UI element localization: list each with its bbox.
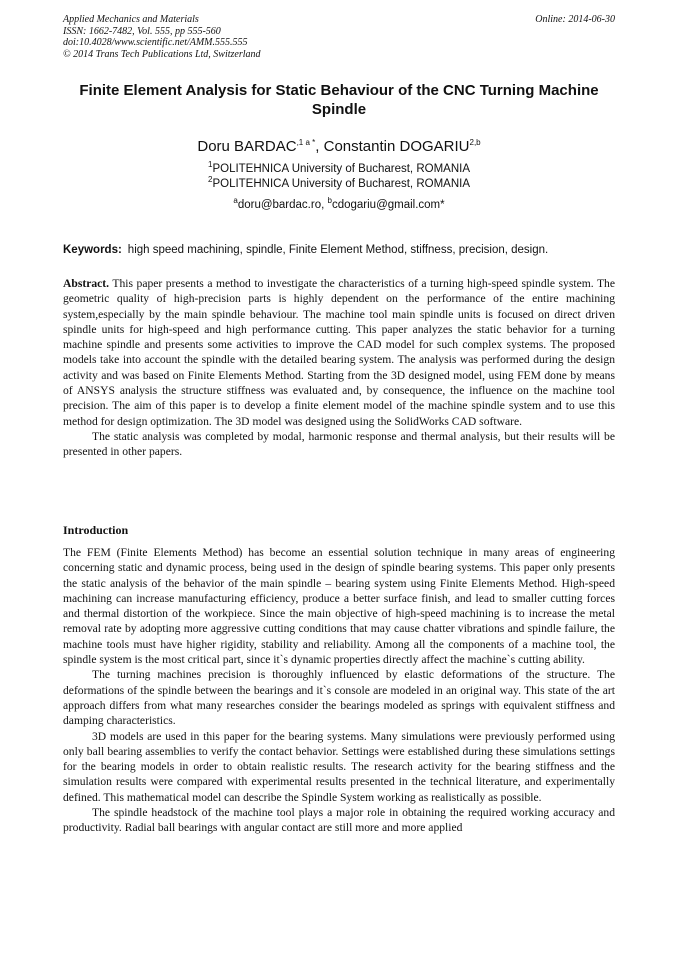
- copyright-line: © 2014 Trans Tech Publications Ltd, Switzerland: [63, 48, 261, 60]
- author-1-name: Doru BARDAC: [197, 138, 297, 155]
- introduction-heading: Introduction: [63, 523, 129, 537]
- keywords-text: high speed machining, spindle, Finite Element Method, stiffness, precision, design.: [127, 244, 549, 256]
- abstract-section: [63, 276, 615, 460]
- doi-line: doi:10.4028/www.scientific.net/AMM.555.555: [63, 37, 248, 48]
- email-1: doru@bardac.ro,: [237, 199, 328, 211]
- paper-title: Finite Element Analysis for Static Behaviour of the CNC Turning Machine Spindle: [79, 82, 599, 118]
- intro-paragraph: 3D models are used in this paper for the bearing systems. Many simulations were previously performed using only ball bearing assemblies to verify the contact behavior. Settings were established during these simulations settings for the bearing models in order to obtain realistic results. The research activity for the bearing stiffness and the simulation results were compared with experimental results presented in the technical literature, and experimentally defined. This mathematical model can describe the Spindle System working as realistically as possible.: [63, 729, 615, 804]
- affiliation-2: $^2$POLITEHNICA University of Bucharest, ROMANIA: [208, 174, 470, 190]
- intro-paragraph: The turning machines precision is thoroughly influenced by elastic deformations of the structure. The deformations of the spindle between the bearings and it`s console are modeled in an original way. This state of the art approach differs from what many researches consider the bearings modeled as springs with equivalent stiffness and damping characteristics.: [63, 668, 615, 728]
- keywords-label: Keywords:: [63, 244, 122, 256]
- author-line: [63, 137, 615, 156]
- abstract-label: Abstract.: [63, 277, 110, 290]
- journal-name: Applied Mechanics and Materials: [63, 14, 199, 25]
- email-2: cdogariu@gmail.com*: [331, 199, 445, 211]
- affiliations: [63, 162, 615, 191]
- affiliation-1: $^1$POLITEHNICA University of Bucharest, ROMANIA: [208, 160, 470, 175]
- keywords: [63, 243, 615, 257]
- author-separator: ,: [315, 138, 324, 155]
- intro-paragraph: The spindle headstock of the machine tool plays a major role in obtaining the required working accuracy and productivity. Radial ball bearings with angular contact are still more and more applied: [63, 806, 615, 835]
- intro-paragraph: The FEM (Finite Elements Method) has become an essential solution technique in many areas of engineering concerning static and dynamic process, being used in the design of spindle bearing systems. This paper only presents the static analysis of the behavior of the main spindle – bearing system using Finite Elements Method. High-speed machining can increase manufacturing efficiency, produce a better surface finish, and lead to smaller cutting forces and thermal distortion of the workpiece. Since the main objective of high-speed machining is to increase the metal removal rate by adopting more aggressive cutting conditions that may cause chatter vibrations and spindle failure, the machine tools must have higher rigidity, stability and reliability. Among all the components of a machine tool, the spindle system is the most critical part, since it`s dynamic properties directly affect the machine`s cutting ability.: [63, 546, 615, 667]
- abstract-paragraph: Abstract. This paper presents a method to investigate the characteristics of a turning high-speed spindle system. The geometric quality of high-precision parts is highly dependent on the performance of the entire machining system,especially by the main spindle behaviour. The machine tool main spindle units is focused on direct driven spindle units for high-speed and high performance cutting. This paper analyzes the static behavior for a turning machine spindle and presents some activities to improve the CAD model for such complex systems. The proposed models take into account the spindle with the detailed bearing system. The analysis was performed during the design activity and was based on Finite Elements Method. Starting from the 3D designed model, using FEM done by means of ANSYS analysis the structure stiffness was evaluated and, by consequence, the influence on the machine tool precision. The aim of this paper is to develop a finite element model of the machine spindle system and to use this method for design optimization. The 3D model was designed using the SolidWorks CAD software.: [63, 277, 615, 428]
- issn-line: ISSN: 1662-7482, Vol. 555, pp 555-560: [63, 25, 221, 37]
- online-date: Online: 2014-06-30: [535, 14, 615, 25]
- abstract-paragraph-2: The static analysis was completed by modal, harmonic response and thermal analysis, but their results will be presented in other papers.: [63, 429, 615, 459]
- author-1-marks: ,1 a *: [296, 138, 316, 147]
- introduction-section: [63, 545, 615, 836]
- author-2-marks: 2,b: [469, 138, 481, 147]
- author-2-name: Constantin DOGARIU: [323, 138, 470, 155]
- author-emails: $^a$doru@bardac.ro, $^b$cdogariu@gmail.com*: [233, 196, 445, 211]
- journal-header: [63, 14, 261, 60]
